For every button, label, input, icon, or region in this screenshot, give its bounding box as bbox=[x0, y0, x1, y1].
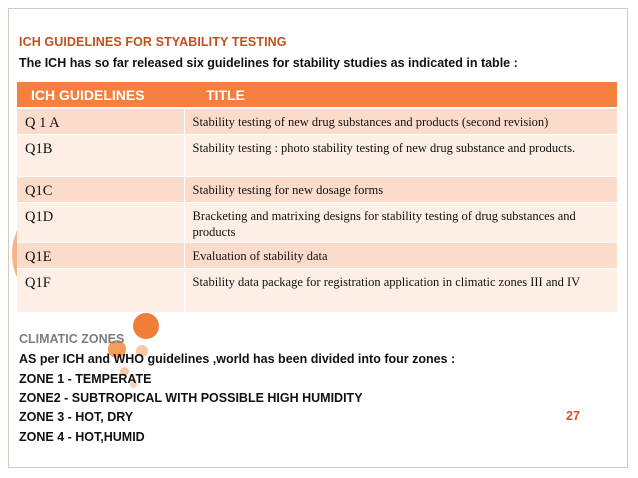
guideline-title: Stability testing of new drug substances and products (second revision) bbox=[184, 108, 617, 134]
table-row bbox=[17, 108, 617, 134]
table-row bbox=[17, 268, 617, 312]
guideline-title: Stability testing : photo stability testing of new drug substance and products. bbox=[184, 134, 617, 176]
column-header-title: TITLE bbox=[184, 82, 617, 108]
table-row bbox=[17, 202, 617, 242]
guideline-code: Q1C bbox=[17, 176, 184, 202]
guideline-title: Bracketing and matrixing designs for stability testing of drug substances and products bbox=[184, 202, 617, 242]
intro-text: The ICH has so far released six guidelines for stability studies as indicated in table : bbox=[19, 56, 518, 70]
zone-item: ZONE 4 - HOT,HUMID bbox=[19, 430, 145, 444]
guideline-code: Q1D bbox=[17, 202, 184, 242]
guideline-title: Evaluation of stability data bbox=[184, 242, 617, 268]
ich-guidelines-table bbox=[17, 82, 617, 313]
table-row bbox=[17, 242, 617, 268]
guideline-code: Q1F bbox=[17, 268, 184, 312]
guideline-code: Q 1 A bbox=[17, 108, 184, 134]
table-row bbox=[17, 134, 617, 176]
zones-intro: AS per ICH and WHO guidelines ,world has been divided into four zones : bbox=[19, 352, 456, 366]
climatic-zones-heading: CLIMATIC ZONES bbox=[19, 332, 125, 346]
table-row bbox=[17, 176, 617, 202]
column-header-guidelines: ICH GUIDELINES bbox=[17, 82, 184, 108]
guideline-title: Stability testing for new dosage forms bbox=[184, 176, 617, 202]
guideline-code: Q1E bbox=[17, 242, 184, 268]
slide-heading: ICH GUIDELINES FOR STYABILITY TESTING bbox=[19, 35, 287, 49]
guideline-title: Stability data package for registration application in climatic zones III and IV bbox=[184, 268, 617, 312]
decorative-circle-small bbox=[133, 313, 159, 339]
guideline-code: Q1B bbox=[17, 134, 184, 176]
zone-item: ZONE 1 - TEMPERATE bbox=[19, 372, 152, 386]
zone-item: ZONE2 - SUBTROPICAL WITH POSSIBLE HIGH HUMIDITY bbox=[19, 391, 363, 405]
page-number: 27 bbox=[566, 409, 580, 423]
zone-item: ZONE 3 - HOT, DRY bbox=[19, 410, 134, 424]
table-header-row bbox=[17, 82, 617, 108]
